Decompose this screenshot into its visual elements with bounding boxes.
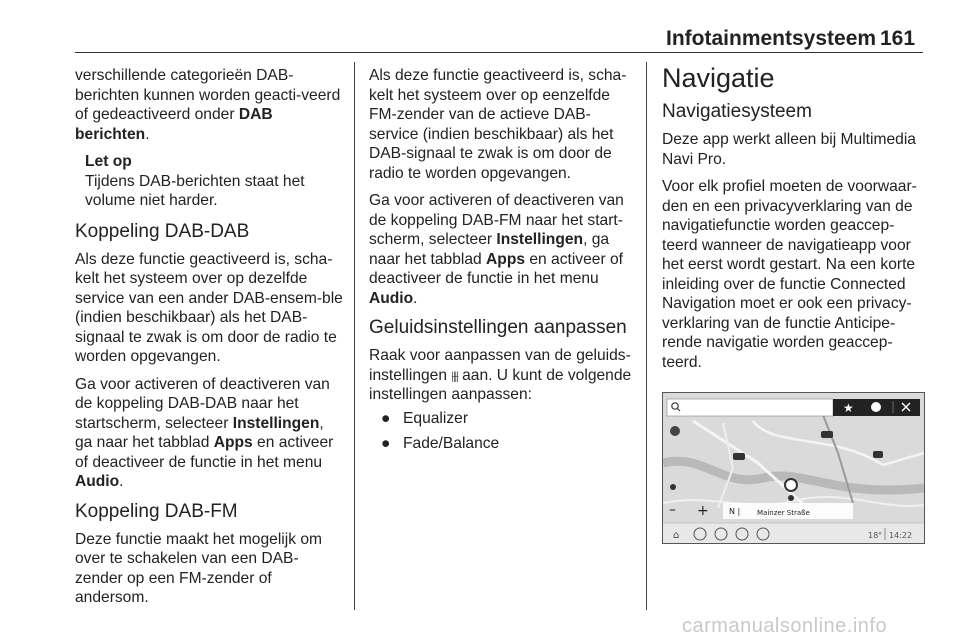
section-heading-sound: Geluidsinstellingen aanpassen bbox=[369, 317, 627, 338]
header-rule bbox=[75, 52, 923, 53]
navigation-map bbox=[663, 393, 924, 543]
route-marker bbox=[873, 451, 883, 458]
list-item: ● Fade/Balance bbox=[381, 435, 500, 452]
section-heading-dab-dab: Koppeling DAB-DAB bbox=[75, 220, 250, 242]
zoom-out-icon[interactable]: – bbox=[669, 502, 676, 518]
map-settings-icon[interactable] bbox=[670, 484, 676, 490]
equalizer-icon: ⫲⫲ bbox=[451, 367, 458, 383]
navigation-screen-figure bbox=[662, 392, 925, 544]
vehicle-position-icon bbox=[785, 479, 797, 491]
column-divider-2 bbox=[646, 62, 647, 610]
section-heading-navigation: Navigatiesysteem bbox=[662, 101, 812, 122]
section-dab-dab-paragraph-1: Als deze functie geactiveerd is, scha-kelt het systeem over op dezelfde service van een ander DAB-ensem-ble (indien beschikbaar) als het DAB-signaal te zwak is om door de radio te worden opgevangen. bbox=[75, 250, 343, 365]
intro-paragraph: verschillende categorieën DAB-berichten kunnen worden geacti-veerd of gedeactiveerd onder DAB berichten. bbox=[75, 67, 341, 143]
column-1 bbox=[75, 66, 345, 616]
note-text: Tijdens DAB-berichten staat het volume niet harder. bbox=[85, 172, 305, 209]
chapter-title: Navigatie bbox=[662, 63, 775, 93]
lane-guidance-icon: N | bbox=[729, 507, 741, 516]
temperature-readout: 18° bbox=[868, 531, 883, 540]
page-number: 161 bbox=[880, 27, 916, 50]
navigation-paragraph-1: Deze app werkt alleen bij Multimedia Navi Pro. bbox=[662, 131, 916, 168]
column-2 bbox=[369, 66, 637, 460]
dab-fm-paragraph-3: Ga voor activeren of deactiveren van de koppeling DAB-FM naar het start-scherm, selecteer Instellingen, ga naar het tabblad Apps en activeer of deactiveer de functie in het menu Audio. bbox=[369, 192, 624, 307]
watermark: carmanualsonline.info bbox=[682, 615, 888, 637]
column-3 bbox=[662, 62, 924, 380]
route-marker bbox=[733, 453, 745, 460]
bullet-icon: ● bbox=[381, 435, 391, 452]
note-title: Let op bbox=[85, 153, 132, 170]
poi-icon bbox=[670, 426, 680, 436]
zoom-in-icon[interactable]: + bbox=[697, 503, 709, 519]
navigation-paragraph-2: Voor elk profiel moeten de voorwaar-den en een privacyverklaring van de navigatiefunctie worden geaccep-teerd wanneer de navigatieapp voor het eerst wordt gestart. Na een korte inleiding over de functie Connected Navigation moet er ook een privacy-verklaring van de functie Anticipe-rende navigatie worden geaccep-teerd. bbox=[662, 178, 917, 371]
bullet-icon: ● bbox=[381, 409, 391, 427]
star-icon[interactable]: ★ bbox=[843, 401, 854, 415]
list-item: ● Equalizer bbox=[381, 409, 469, 427]
street-label: Mainzer Straße bbox=[757, 509, 810, 517]
home-icon[interactable]: ⌂ bbox=[673, 530, 680, 541]
column-divider-1 bbox=[354, 62, 355, 610]
clock-readout: 14:22 bbox=[889, 531, 913, 540]
vehicle-arrow-icon bbox=[788, 495, 794, 501]
route-marker bbox=[821, 431, 833, 438]
section-dab-dab-paragraph-2: Ga voor activeren of deactiveren van de koppeling DAB-DAB naar het startscherm, selecteer Instellingen, ga naar het tabblad Apps en activeer of deactiveer de functie in het menu Audio. bbox=[75, 375, 334, 490]
section-dab-fm-paragraph-1: Deze functie maakt het mogelijk om over te schakelen van een DAB-zender op een FM-zender of andersom. bbox=[75, 530, 323, 606]
sound-settings-list bbox=[369, 409, 637, 454]
dab-fm-paragraph-2: Als deze functie geactiveerd is, scha-kelt het systeem over op eenzelfde FM-zender van de actieve DAB-service (indien beschikbaar) als het DAB-signaal te zwak is om door de radio te worden opgevangen. bbox=[369, 67, 627, 182]
compass-icon[interactable] bbox=[871, 402, 881, 412]
search-bar[interactable] bbox=[667, 399, 833, 416]
sound-paragraph: Raak voor aanpassen van de geluids-instellingen ⫲⫲ aan. U kunt de volgende instellingen aanpassen: bbox=[369, 347, 632, 403]
section-heading-dab-fm: Koppeling DAB-FM bbox=[75, 500, 238, 522]
running-header-title: Infotainmentsysteem bbox=[666, 27, 877, 50]
note-box bbox=[85, 152, 345, 211]
